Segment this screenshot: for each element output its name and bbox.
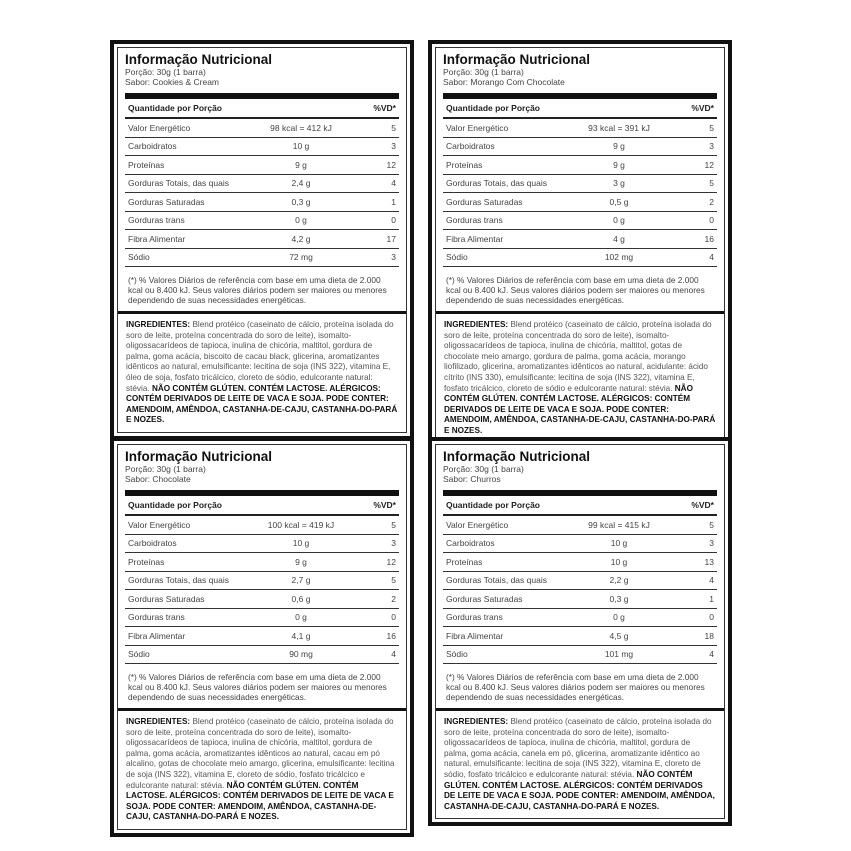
daily-value: 5 <box>709 122 714 133</box>
nutrient-name: Gorduras trans <box>446 215 503 226</box>
table-row <box>125 646 399 665</box>
nutrient-amount: 9 g <box>295 159 307 170</box>
footnote: (*) % Valores Diários de referência com base em uma dieta de 2.000 kcal ou 8.400 kJ. Seus valores diários podem ser maiores ou menores dependendo de suas necessidades energéticas. <box>128 275 387 305</box>
table-row <box>125 516 399 535</box>
table-row <box>443 119 717 138</box>
nutrient-amount: 72 mg <box>289 252 313 263</box>
nutrient-amount: 4,5 g <box>609 630 629 641</box>
nutrient-amount: 0 g <box>295 215 307 226</box>
table-row <box>443 138 717 157</box>
panel-inner <box>435 444 725 819</box>
nutrient-name: Proteínas <box>446 159 483 170</box>
nutrient-amount: 102 mg <box>604 252 634 263</box>
table-row <box>443 609 717 628</box>
nutrient-amount: 2,4 g <box>291 178 311 189</box>
daily-value: 0 <box>709 215 714 226</box>
panel-inner <box>117 47 407 433</box>
table-row <box>125 627 399 646</box>
nutrient-name: Proteínas <box>128 159 165 170</box>
portion-text: Porção: 30g (1 barra) <box>443 464 524 474</box>
daily-value: 2 <box>391 593 396 604</box>
nutrient-amount: 10 g <box>292 141 310 152</box>
daily-value: 12 <box>704 159 714 170</box>
portion-text: Porção: 30g (1 barra) <box>125 464 206 474</box>
table-header <box>125 496 399 516</box>
header-cell: %VD* <box>691 500 714 510</box>
daily-value: 18 <box>704 630 714 641</box>
daily-value: 4 <box>709 649 714 660</box>
header-cell: %VD* <box>691 103 714 113</box>
header-cell: Quantidade por Porção <box>128 103 222 113</box>
daily-value: 3 <box>709 141 714 152</box>
table-row <box>125 572 399 591</box>
nutrient-amount: 100 kcal = 419 kJ <box>267 519 335 530</box>
nutrient-amount: 90 mg <box>289 649 313 660</box>
nutrient-amount: 9 g <box>613 159 625 170</box>
panel-title: Informação Nutricional <box>443 449 591 464</box>
daily-value: 5 <box>391 575 396 586</box>
panel-inner <box>117 444 407 830</box>
ingredients-text: Blend protéico (caseinato de cálcio, proteína isolada do soro de leite, proteína concentrada do soro de leite), isomalto-oligossacarídeos de tapioca, inulina de chicória, maltitol, gordura de palma, goma acácia, canela em pó, glicerina, aromatizante idêntico ao natural, emulsificante: lecitina de soja (INS 322), vitamina E, cloreto de sódio, fosfato tricálcico e edulcorante natural: stévia. <box>444 717 712 779</box>
footnote: (*) % Valores Diários de referência com base em uma dieta de 2.000 kcal ou 8.400 kJ. Seus valores diários podem ser maiores ou menores dependendo de suas necessidades energéticas. <box>446 672 705 702</box>
daily-value: 4 <box>391 178 396 189</box>
panel-title: Informação Nutricional <box>443 52 591 67</box>
table-row <box>443 212 717 231</box>
nutrition-table <box>443 490 717 664</box>
daily-value: 5 <box>391 519 396 530</box>
nutrient-name: Carboidratos <box>128 141 177 152</box>
table-row <box>443 193 717 212</box>
nutrient-amount: 10 g <box>292 538 310 549</box>
table-row <box>125 119 399 138</box>
table-row <box>125 553 399 572</box>
portion-text: Porção: 30g (1 barra) <box>443 67 524 77</box>
table-row <box>125 212 399 231</box>
table-row <box>125 193 399 212</box>
nutrient-name: Carboidratos <box>128 538 177 549</box>
nutrient-name: Fibra Alimentar <box>446 630 504 641</box>
table-row <box>443 553 717 572</box>
nutrient-amount: 3 g <box>613 178 625 189</box>
nutrient-name: Fibra Alimentar <box>128 630 186 641</box>
header-cell: %VD* <box>373 500 396 510</box>
table-row <box>125 609 399 628</box>
daily-value: 3 <box>709 538 714 549</box>
daily-value: 2 <box>709 196 714 207</box>
daily-value: 13 <box>704 556 714 567</box>
nutrition-table <box>125 490 399 664</box>
nutrition-panel <box>110 40 414 440</box>
table-row <box>443 535 717 554</box>
nutrient-name: Gorduras Saturadas <box>446 593 523 604</box>
flavor-text: Sabor: Cookies & Cream <box>125 77 220 87</box>
footnote: (*) % Valores Diários de referência com base em uma dieta de 2.000 kcal ou 8.400 kJ. Seus valores diários podem ser maiores ou menores dependendo de suas necessidades energéticas. <box>128 672 387 702</box>
table-header <box>443 99 717 119</box>
ingredients-label: INGREDIENTES: <box>126 320 191 329</box>
header-cell: Quantidade por Porção <box>128 500 222 510</box>
ingredients-text: Blend protéico (caseinato de cálcio, proteína isolada do soro de leite, proteína concentrada do soro de leite), isomalto-oligossacarídeos de tapioca, inulina de chicória, maltitol, gotas de chocolate meio amargo, gordura de palma, goma acácia, morango liofilizado, glicerina, aromatizantes idênticos ao natural, acidulante: ácido cítrito (INS 330), emulsificante: lecitina de soja (INS 322), vitamina E, fosfato tricálcico, cloreto de sódio e edulcorante natural: stévia. <box>444 320 712 393</box>
nutrient-name: Gorduras Saturadas <box>128 196 205 207</box>
daily-value: 0 <box>391 612 396 623</box>
daily-value: 4 <box>391 649 396 660</box>
table-row <box>443 175 717 194</box>
ingredients-label: INGREDIENTES: <box>126 717 191 726</box>
nutrient-name: Sódio <box>446 252 468 263</box>
nutrient-name: Gorduras Totais, das quais <box>446 178 547 189</box>
footnote: (*) % Valores Diários de referência com base em uma dieta de 2.000 kcal ou 8.400 kJ. Seus valores diários podem ser maiores ou menores dependendo de suas necessidades energéticas. <box>446 275 705 305</box>
nutrition-table <box>125 93 399 267</box>
table-row <box>125 175 399 194</box>
ingredients-label: INGREDIENTES: <box>444 717 509 726</box>
nutrient-amount: 0,6 g <box>291 593 311 604</box>
nutrient-amount: 4 g <box>613 233 625 244</box>
nutrient-name: Gorduras Saturadas <box>446 196 523 207</box>
ingredients-section <box>118 708 406 823</box>
table-row <box>125 535 399 554</box>
nutrient-amount: 98 kcal = 412 kJ <box>270 122 332 133</box>
ingredients-text: Blend protéico (caseinato de cálcio, proteína isolada do soro de leite, proteína concentrada do soro de leite), isomalto-oligossacarídeos de tapioca, inulina de chicória, maltitol, gordura de palma, goma acácia, biscoito de cacau black, glicerina, aromatizantes idênticos ao natural, emulsificante: lecitina de soja (INS 322), vitamina E, óleo de soja, fosfato tricálcico, cloreto de sódio, edulcorante natural: stévia. <box>126 320 394 393</box>
table-row <box>125 138 399 157</box>
nutrient-amount: 99 kcal = 415 kJ <box>588 519 650 530</box>
nutrient-name: Fibra Alimentar <box>128 233 186 244</box>
table-row <box>443 516 717 535</box>
nutrition-panel <box>110 437 414 837</box>
flavor-text: Sabor: Churros <box>443 474 501 484</box>
table-row <box>125 249 399 268</box>
ingredients-label: INGREDIENTES: <box>444 320 509 329</box>
nutrient-name: Sódio <box>128 252 150 263</box>
header-cell: Quantidade por Porção <box>446 103 540 113</box>
daily-value: 17 <box>386 233 396 244</box>
nutrition-panel <box>428 40 732 451</box>
nutrient-amount: 0 g <box>295 612 307 623</box>
header-cell: Quantidade por Porção <box>446 500 540 510</box>
allergens-text: NÃO CONTÉM GLÚTEN. CONTÉM LACTOSE. ALÉRGICOS: CONTÉM DERIVADOS DE LEITE DE VACA E SOJA. PODE CONTER: AMENDOIM, AMÊNDOA, CASTANHA-DE-CAJU, CASTANHA-DO-PARÁ E NOZES. <box>126 383 398 425</box>
table-row <box>125 590 399 609</box>
table-row <box>443 156 717 175</box>
table-header <box>443 496 717 516</box>
table-row <box>125 156 399 175</box>
ingredients-section <box>436 708 724 812</box>
nutrient-name: Valor Energético <box>446 519 509 530</box>
daily-value: 3 <box>391 141 396 152</box>
nutrient-name: Carboidratos <box>446 141 495 152</box>
nutrition-panel <box>428 437 732 826</box>
flavor-text: Sabor: Chocolate <box>125 474 191 484</box>
daily-value: 0 <box>391 215 396 226</box>
nutrient-name: Carboidratos <box>446 538 495 549</box>
header-cell: %VD* <box>373 103 396 113</box>
nutrient-amount: 0 g <box>613 612 625 623</box>
nutrient-name: Proteínas <box>446 556 483 567</box>
daily-value: 0 <box>709 612 714 623</box>
nutrient-name: Proteínas <box>128 556 165 567</box>
ingredients-section <box>118 311 406 426</box>
nutrient-name: Gorduras trans <box>446 612 503 623</box>
daily-value: 4 <box>709 575 714 586</box>
table-row <box>443 572 717 591</box>
nutrient-amount: 2,2 g <box>609 575 629 586</box>
ingredients-text: Blend protéico (caseinato de cálcio, proteína isolada do soro de leite, proteína concentrada do soro de leite), isomalto-oligossacarídeos de tapioca, inulina de chicória, maltitol, gordura de palma, goma acácia, aromatizantes idênticos ao natural, cacau em pó alcalino, gotas de chocolate meio amargo, glicerina, emulsificante: lecitina de soja (INS 322), vitamina E, cloreto de sódio, fosfato tricálcico e edulcorante natural: stévia. <box>126 717 395 790</box>
daily-value: 5 <box>391 122 396 133</box>
nutrient-name: Gorduras Saturadas <box>128 593 205 604</box>
nutrient-name: Sódio <box>128 649 150 660</box>
daily-value: 5 <box>709 178 714 189</box>
panel-title: Informação Nutricional <box>125 449 273 464</box>
nutrient-name: Gorduras trans <box>128 215 185 226</box>
portion-text: Porção: 30g (1 barra) <box>125 67 206 77</box>
nutrient-amount: 4,2 g <box>291 233 311 244</box>
nutrient-name: Sódio <box>446 649 468 660</box>
nutrient-amount: 10 g <box>610 538 628 549</box>
panel-title: Informação Nutricional <box>125 52 273 67</box>
allergens-text: NÃO CONTÉM GLÚTEN. CONTÉM LACTOSE. ALÉRGICOS: CONTÉM DERIVADOS DE LEITE DE VACA E SOJA. PODE CONTER: AMENDOIM, AMÊNDOA, CASTANHA-DE-CAJU, CASTANHA-DO-PARÁ E NOZES. <box>444 769 715 811</box>
nutrient-name: Gorduras trans <box>128 612 185 623</box>
nutrient-name: Valor Energético <box>128 122 191 133</box>
daily-value: 1 <box>391 196 396 207</box>
daily-value: 4 <box>709 252 714 263</box>
nutrient-amount: 0,3 g <box>609 593 629 604</box>
flavor-text: Sabor: Morango Com Chocolate <box>443 77 565 87</box>
daily-value: 12 <box>386 556 396 567</box>
nutrient-name: Gorduras Totais, das quais <box>128 575 229 586</box>
nutrient-name: Gorduras Totais, das quais <box>446 575 547 586</box>
ingredients-section <box>436 311 724 437</box>
nutrient-amount: 101 mg <box>604 649 634 660</box>
daily-value: 12 <box>386 159 396 170</box>
table-row <box>443 590 717 609</box>
nutrient-amount: 0,3 g <box>291 196 311 207</box>
nutrient-name: Fibra Alimentar <box>446 233 504 244</box>
daily-value: 3 <box>391 252 396 263</box>
daily-value: 1 <box>709 593 714 604</box>
nutrient-name: Valor Energético <box>128 519 191 530</box>
daily-value: 5 <box>709 519 714 530</box>
nutrient-amount: 4,1 g <box>291 630 311 641</box>
table-row <box>443 646 717 665</box>
daily-value: 16 <box>704 233 714 244</box>
nutrient-name: Valor Energético <box>446 122 509 133</box>
daily-value: 3 <box>391 538 396 549</box>
table-row <box>443 627 717 646</box>
nutrient-amount: 0,5 g <box>609 196 629 207</box>
nutrition-table <box>443 93 717 267</box>
table-row <box>125 230 399 249</box>
table-header <box>125 99 399 119</box>
nutrient-amount: 9 g <box>613 141 625 152</box>
allergens-text: NÃO CONTÉM GLÚTEN. CONTÉM LACTOSE. ALÉRGICOS: CONTÉM DERIVADOS DE LEITE DE VACA E SOJA. PODE CONTER: AMENDOIM, AMÊNDOA, CASTANHA-DE-CAJU, CASTANHA-DO-PARÁ E NOZES. <box>126 780 394 822</box>
table-row <box>443 230 717 249</box>
nutrient-name: Gorduras Totais, das quais <box>128 178 229 189</box>
table-row <box>443 249 717 268</box>
panel-inner <box>435 47 725 444</box>
allergens-text: NÃO CONTÉM GLÚTEN. CONTÉM LACTOSE. ALÉRGICOS: CONTÉM DERIVADOS DE LEITE DE VACA E SOJA. PODE CONTER: AMENDOIM, AMÊNDOA, CASTANHA-DE-CAJU, CASTANHA-DO-PARÁ E NOZES. <box>444 383 716 435</box>
nutrient-amount: 9 g <box>295 556 307 567</box>
nutrient-amount: 93 kcal = 391 kJ <box>588 122 650 133</box>
nutrient-amount: 0 g <box>613 215 625 226</box>
nutrient-amount: 10 g <box>610 556 628 567</box>
daily-value: 16 <box>386 630 396 641</box>
nutrient-amount: 2,7 g <box>291 575 311 586</box>
